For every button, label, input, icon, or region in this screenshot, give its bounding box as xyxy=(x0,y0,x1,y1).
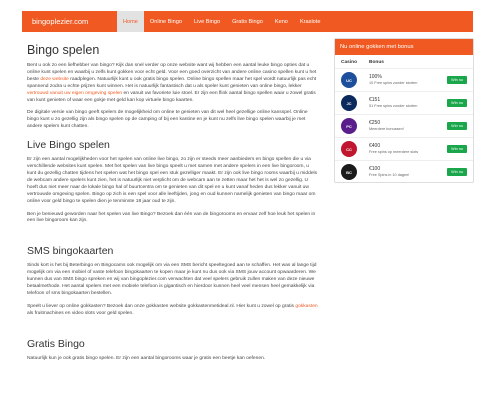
live-paragraph-1: Er zijn een aantal mogelijkheden voor het spelen van online live bingo, zo zijn er steeds meer aanbieders en bingo spellen die u via verschillende websites kunt spelen. Met het spelen van live bingo speelt u met samen met andere spelers in een live bingoroom, u kunt du gezellig chatten tijdens het spelen wat het bingo spel een stuk gezelliger maakt. Er zijn ook live bingo rooms waarbij u middels de webcam andere spelers kunt zien, het is natuurlijk niet verplicht om de webcam aan te zetten maar het het is wel zo gezellig. U hoeft dus niet meer naar de lokale bingo hal of buurtcentra om te genieten van dit spel en u kunt vanaf heden dus lekker vanuit uw vertrouwde omgeving spelen. Bingo op zich is een spel voor alle leeftijden, jong en oud kunnen namelijk genieten van bingo maar om online voor geld bingo te spelen dien je tenminste 18 jaar oud te zijn. xyxy=(27,157,318,204)
bonus-amount: €400 xyxy=(369,143,381,149)
bonus-description: 10 Free spins zonder storten xyxy=(369,81,418,85)
gratis-bingo-heading: Gratis Bingo xyxy=(27,337,85,350)
main-content xyxy=(27,43,319,400)
bonus-info xyxy=(369,120,447,132)
bonus-list xyxy=(335,68,473,183)
column-bonus: Bonus xyxy=(369,60,384,65)
play-button[interactable]: Win nu xyxy=(447,145,467,153)
casino-logo[interactable]: CC xyxy=(341,141,357,157)
live-paragraph-2: Ben je benieuwd geworden naar het spelen van live Bingo? Bezoek dan één van de bingorooms en ervaar zelf hoe leuk het spelen in een live bingoroom kan zijn. xyxy=(27,211,316,224)
live-bingo-heading: Live Bingo spelen xyxy=(27,139,110,152)
menu-item-kraslote[interactable]: Kraslote xyxy=(299,18,321,25)
bonus-row xyxy=(335,137,473,160)
vertrouwd-link[interactable]: vertrouwd vanuit uw eigen omgeving spelen xyxy=(27,90,123,96)
menu-item-gratis-bingo[interactable]: Gratis Bingo xyxy=(232,18,263,25)
play-button[interactable]: Win nu xyxy=(447,99,467,107)
bonus-description: 51 Free spins zonder storten xyxy=(369,104,418,108)
intro-text-a: Bent u ook zo een liefhebber van bingo? Kijk dan snel verder op onze website want wij hebben een aantal leuke bingo opties dat u online kunt spelen en waarbij u zelfs kunt gokken voor echt geld. Voor een goed overzicht van andere online casino spellen kunt u het beste xyxy=(27,63,317,82)
bonus-row xyxy=(335,68,473,91)
bonus-description: Free spins op meerdere slots xyxy=(369,150,419,154)
bonus-info xyxy=(369,74,447,86)
casino-logo[interactable]: BC xyxy=(341,164,357,180)
play-button[interactable]: Win nu xyxy=(447,168,467,176)
intro-paragraph-2: De digitale versie van bingo geeft spelers de mogelijkheid om online te genieten van dit wel heel gezellige online kansspel. Online bingo kunt u zo gezellig zijn als bingo spelen op de camping of bij een kantine en je kunt nu zelfs live bingo spelen waarbij je met andere spelers kunt chatten. xyxy=(27,110,308,130)
bonus-info xyxy=(369,166,447,178)
bonus-amount: €250 xyxy=(369,120,381,126)
sidebar-column-headers xyxy=(335,55,473,68)
sidebar-title: Nu online gokken met bonus xyxy=(335,39,473,55)
bonus-info xyxy=(369,143,447,155)
sms-text-b: als fruitmachines en video slots voor geld spelen. xyxy=(27,310,134,316)
sms-paragraph-1: Sinds kort is het bij Beterbingo en Bingocams ook mogelijk om via een SMS bericht speeltegoed aan te schaffen. Het was al lange tijd mogelijk om via een mobiel of vaste telefoon bingokaarten te kopen maar je kunt nu dus ook via SMS jouw account opwaarderen. We kunnen dus van SMS bingo spreken en wij van bingoplezier.com verwachten dat veel spelers gebruik zullen maken van deze nieuwe betaalmethode. Het aantal spelers met een mobiele telefoon is gigantisch en hierdoor kunnen heel veel mensen heel gemakkelijk via telefoon of sms bingokaarten bestellen. xyxy=(27,263,317,296)
casino-logo[interactable]: UC xyxy=(341,72,357,88)
bonus-sidebar xyxy=(334,38,474,183)
intro-text-b: raadplegen. Natuurlijk kunt u ook gratis bingo spelen. Online bingo spellen maar het spel wordt natuurlijk pas echt spannend zodra u echte prijzen kunt winnen. Het is natuurlijk fantastisch dat u als speler kunt genieten van online bingo, lekker xyxy=(27,76,317,89)
play-button[interactable]: Win nu xyxy=(447,122,467,130)
casino-logo[interactable]: PC xyxy=(341,118,357,134)
bonus-row xyxy=(335,91,473,114)
casino-logo[interactable]: JC xyxy=(341,95,357,111)
menu-item-online-bingo[interactable]: Online Bingo xyxy=(149,18,182,25)
deze-website-link[interactable]: deze website xyxy=(40,76,69,82)
bonus-row xyxy=(335,114,473,137)
sms-heading: SMS bingokaarten xyxy=(27,245,114,258)
menu-item-live-bingo[interactable]: Live Bingo xyxy=(193,18,221,25)
gratis-paragraph-1: Natuurlijk kun je ook gratis bingo spelen. Er zijn een aantal bingorooms waar je gratis een beetje kan oefenen. xyxy=(27,355,266,361)
menu-item-home[interactable]: Home xyxy=(117,11,144,32)
bonus-amount: €100 xyxy=(369,166,381,172)
column-casino: Casino xyxy=(341,60,357,65)
menu-item-keno[interactable]: Keno xyxy=(274,18,288,25)
bonus-description: Free Spins in 10 dagen! xyxy=(369,173,410,177)
intro-text-c: en vanuit uw favoriete luie stoel. Er zijn een flink aantal bingo spellen waar u zowel gratis van kunt genieten of waar een gokje met geld kan kop virtuele bingo kaarten. xyxy=(27,90,316,103)
bonus-description: Meerdere bonussen! xyxy=(369,127,404,131)
bonus-amount: 100% xyxy=(369,74,382,80)
main-menu xyxy=(117,11,326,32)
play-button[interactable]: Win nu xyxy=(447,76,467,84)
top-navbar xyxy=(22,11,473,32)
page-title: Bingo spelen xyxy=(27,43,100,57)
bonus-row xyxy=(335,160,473,183)
bonus-amount: €151 xyxy=(369,97,381,103)
sms-paragraph-2 xyxy=(27,304,319,318)
sms-text-a: Speelt u liever op online gokkasten? Bezoek dan onze gokkasten website gokkastenmetideal.nl. Hier kunt u zowel op gratis xyxy=(27,303,296,309)
site-brand[interactable]: bingoplezier.com xyxy=(32,17,89,26)
bonus-info xyxy=(369,97,447,109)
intro-paragraph-1 xyxy=(27,63,319,104)
gokkasten-link[interactable]: gokkasten xyxy=(295,303,318,309)
